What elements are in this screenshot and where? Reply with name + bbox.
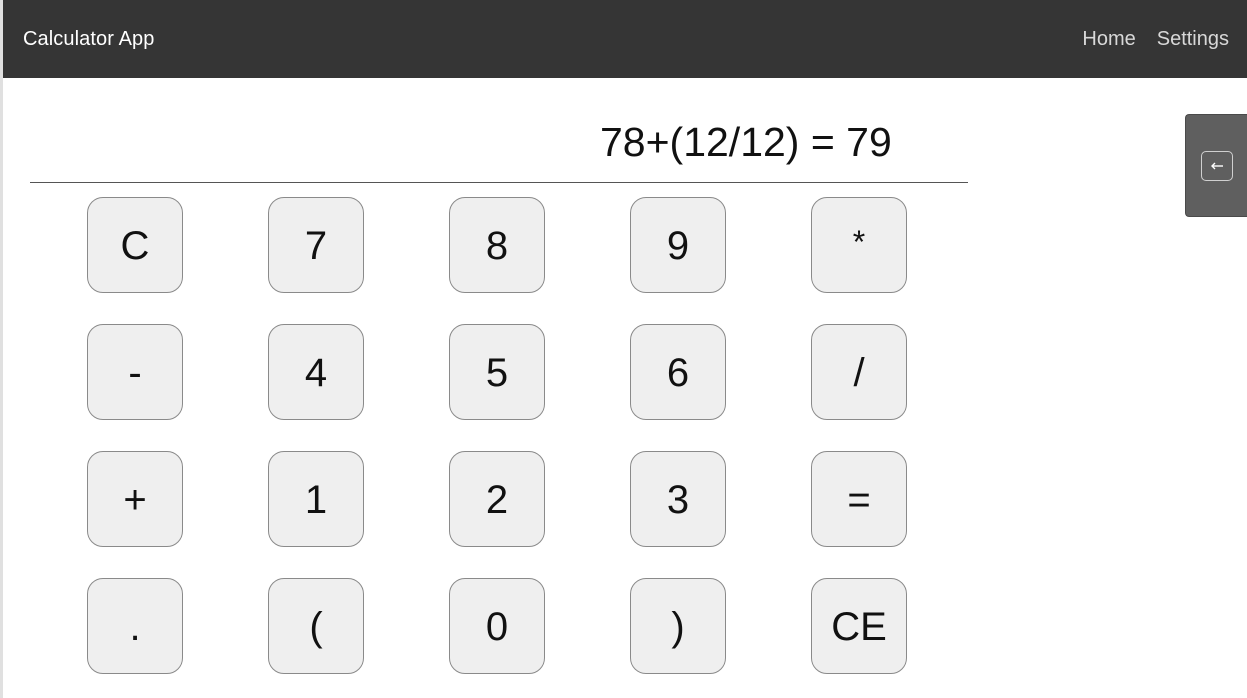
key-7[interactable]: 7 <box>268 197 364 293</box>
key-divide[interactable]: / <box>811 324 907 420</box>
key-multiply[interactable]: * <box>811 197 907 293</box>
key-decimal[interactable]: . <box>87 578 183 674</box>
key-8[interactable]: 8 <box>449 197 545 293</box>
display-expression: 78+(12/12) = 79 <box>600 119 892 165</box>
nav-links <box>1082 26 1229 52</box>
key-open-paren[interactable]: ( <box>268 578 364 674</box>
left-edge-divider <box>0 0 3 698</box>
key-5[interactable]: 5 <box>449 324 545 420</box>
key-close-paren[interactable]: ) <box>630 578 726 674</box>
calculator-display <box>30 112 968 183</box>
side-panel-toggle-button[interactable] <box>1201 151 1233 181</box>
key-clear[interactable]: C <box>87 197 183 293</box>
nav-link-home[interactable]: Home <box>1082 28 1136 50</box>
key-equals[interactable]: = <box>811 451 907 547</box>
key-0[interactable]: 0 <box>449 578 545 674</box>
key-2[interactable]: 2 <box>449 451 545 547</box>
keypad <box>87 197 909 677</box>
key-9[interactable]: 9 <box>630 197 726 293</box>
app-title[interactable]: Calculator App <box>23 28 155 50</box>
key-4[interactable]: 4 <box>268 324 364 420</box>
key-1[interactable]: 1 <box>268 451 364 547</box>
key-add[interactable]: + <box>87 451 183 547</box>
side-panel <box>1185 114 1247 217</box>
key-3[interactable]: 3 <box>630 451 726 547</box>
navbar <box>3 0 1247 78</box>
nav-link-settings[interactable]: Settings <box>1156 28 1229 50</box>
arrow-left-icon <box>1210 161 1224 171</box>
key-subtract[interactable]: - <box>87 324 183 420</box>
key-clear-entry[interactable]: CE <box>811 578 907 674</box>
key-6[interactable]: 6 <box>630 324 726 420</box>
